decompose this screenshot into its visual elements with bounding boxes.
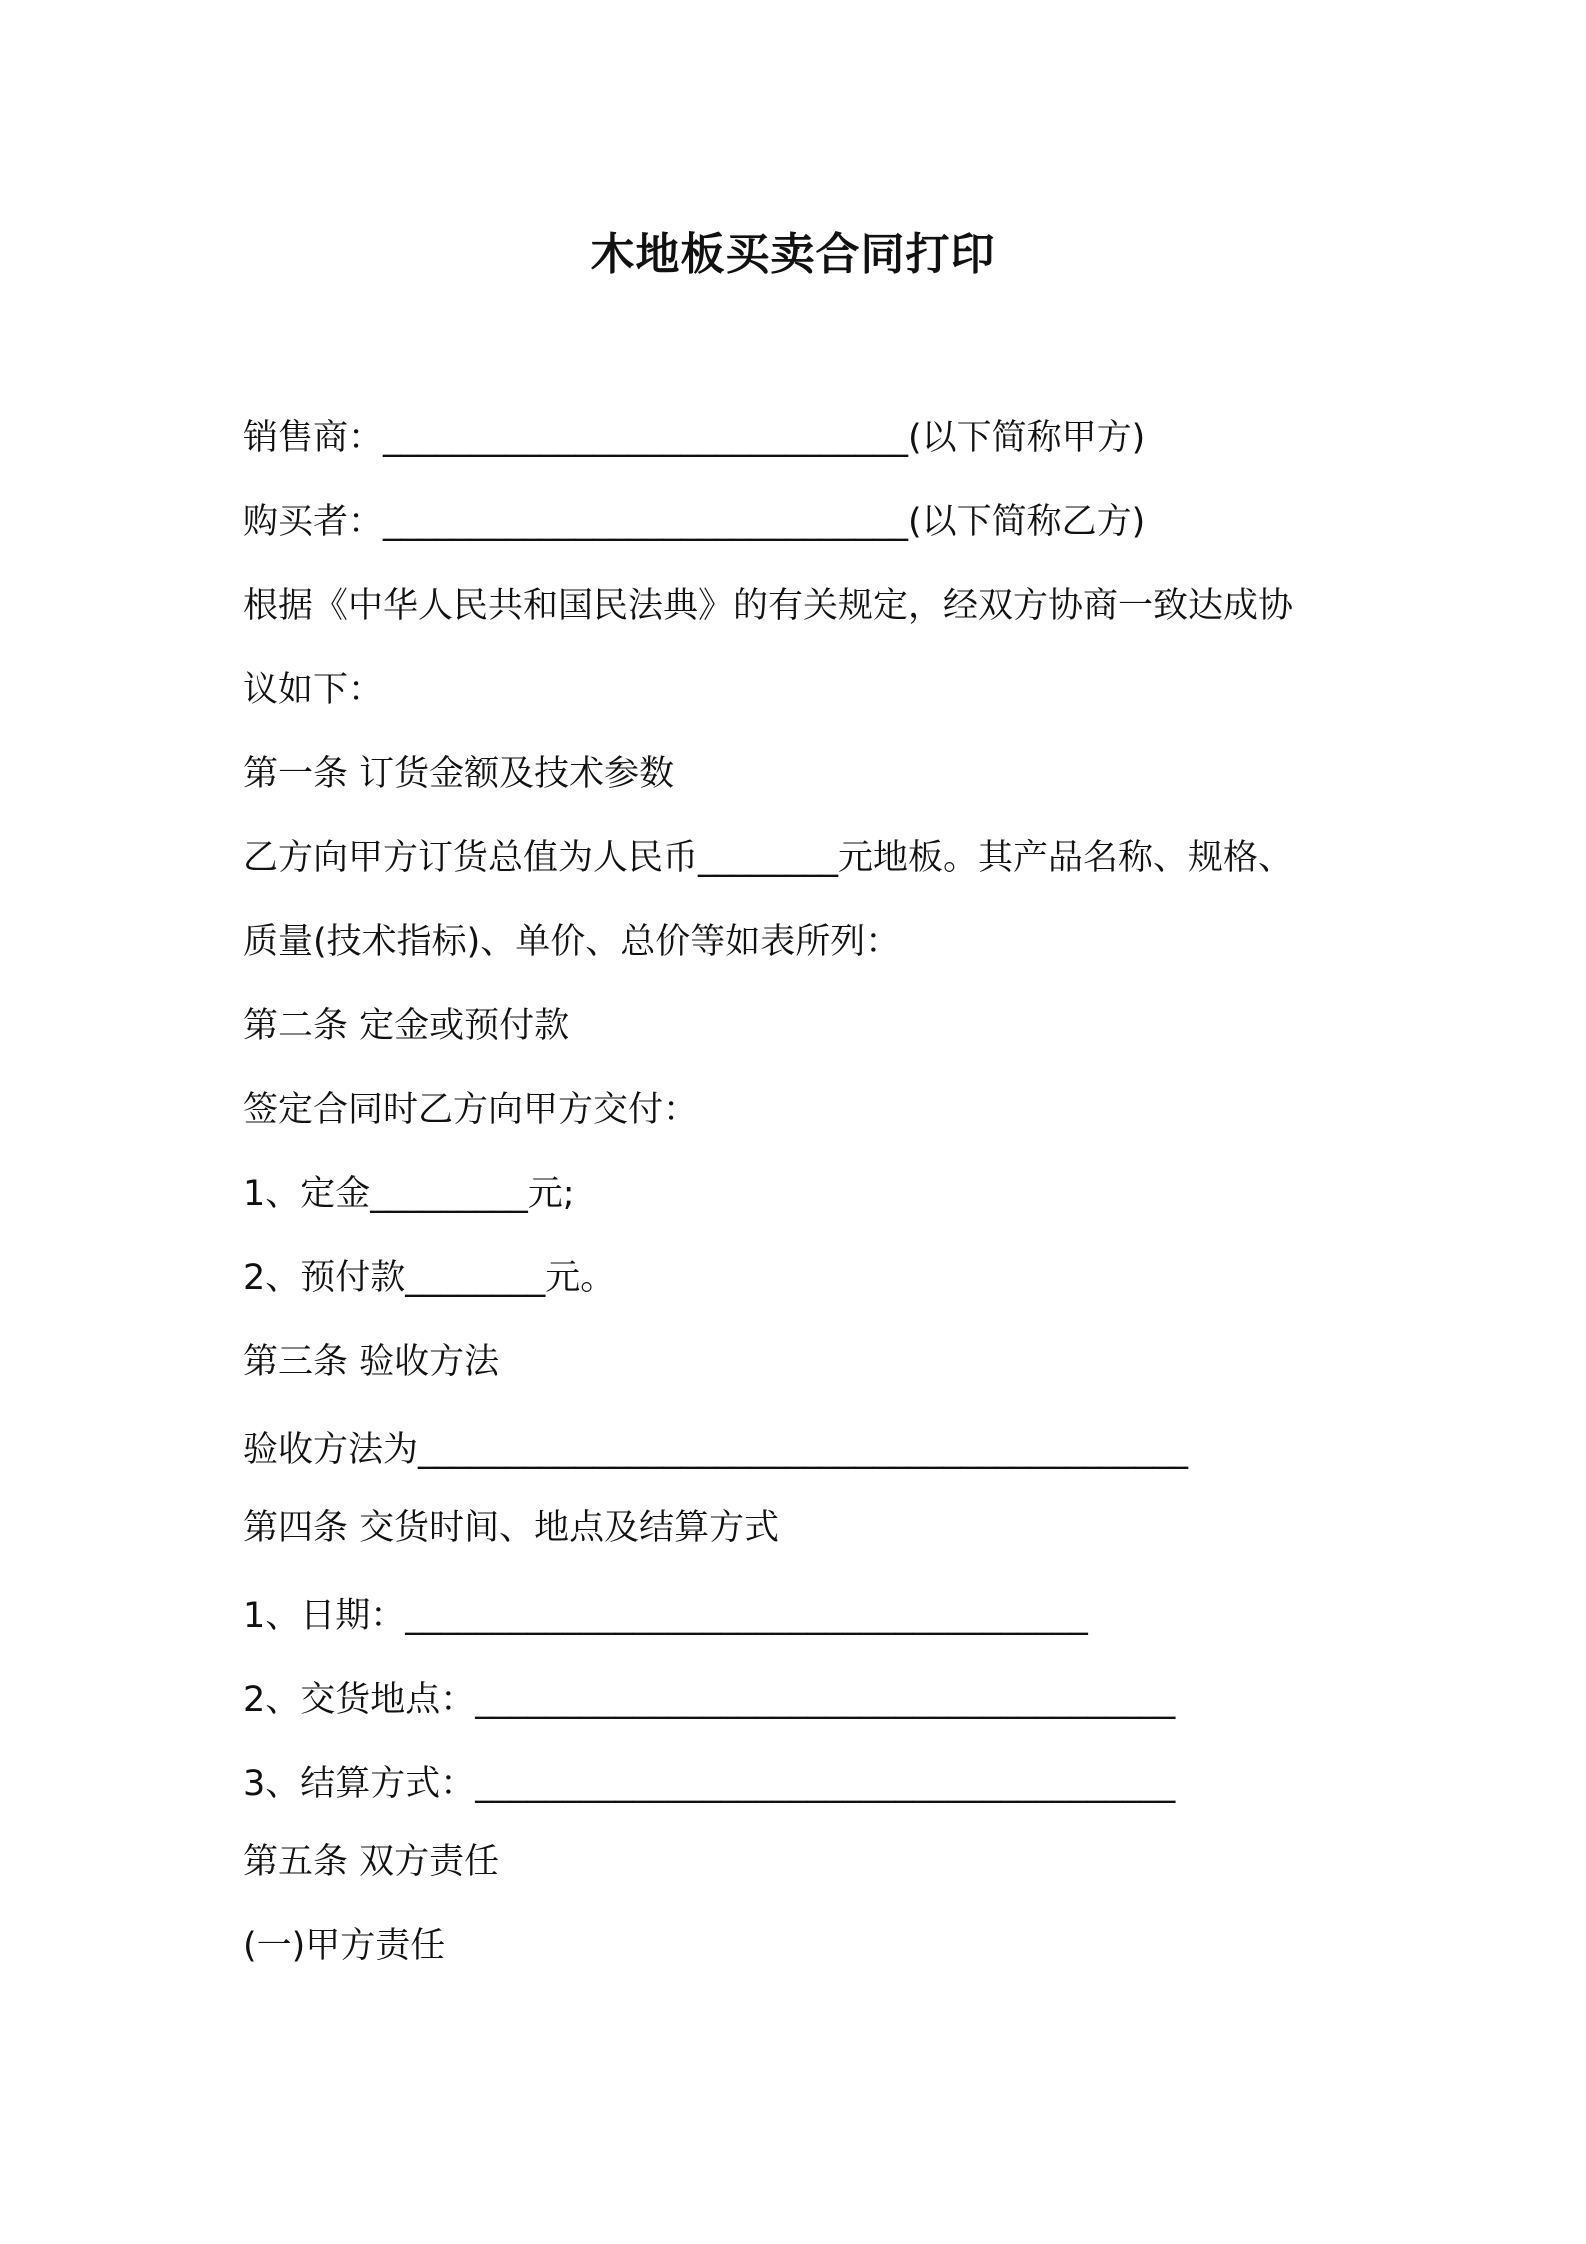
settlement-method-line: 3、结算方式：________________________________________ <box>243 1764 1176 1804</box>
acceptance-method-line: 验收方法为____________________________________________ <box>243 1430 1189 1470</box>
delivery-place-line: 2、交货地点：________________________________________ <box>243 1680 1176 1720</box>
deposit-line: 1、定金_________元; <box>243 1174 575 1214</box>
article-2-heading: 第二条 定金或预付款 <box>243 1006 570 1046</box>
article-1-text-1: 乙方向甲方订货总值为人民币________元地板。其产品名称、规格、 <box>243 838 1294 878</box>
buyer-line: 购买者：______________________________(以下简称乙方) <box>243 502 1146 542</box>
article-4-heading: 第四条 交货时间、地点及结算方式 <box>243 1508 780 1548</box>
article-1-text-2: 质量(技术指标)、单价、总价等如表所列： <box>243 922 901 962</box>
article-5-heading: 第五条 双方责任 <box>243 1842 500 1882</box>
date-line: 1、日期：_______________________________________ <box>243 1596 1088 1636</box>
prepayment-line: 2、预付款________元。 <box>243 1258 616 1298</box>
article-3-heading: 第三条 验收方法 <box>243 1342 500 1382</box>
preamble-line-2: 议如下： <box>243 670 384 710</box>
party-a-responsibility-heading: (一)甲方责任 <box>243 1926 446 1966</box>
preamble-line-1: 根据《中华人民共和国民法典》的有关规定，经双方协商一致达成协 <box>243 586 1294 626</box>
seller-line: 销售商：______________________________(以下简称甲方) <box>243 418 1146 458</box>
article-2-text: 签定合同时乙方向甲方交付： <box>243 1090 699 1130</box>
article-1-heading: 第一条 订货金额及技术参数 <box>243 754 675 794</box>
document-title: 木地板买卖合同打印 <box>590 229 996 280</box>
